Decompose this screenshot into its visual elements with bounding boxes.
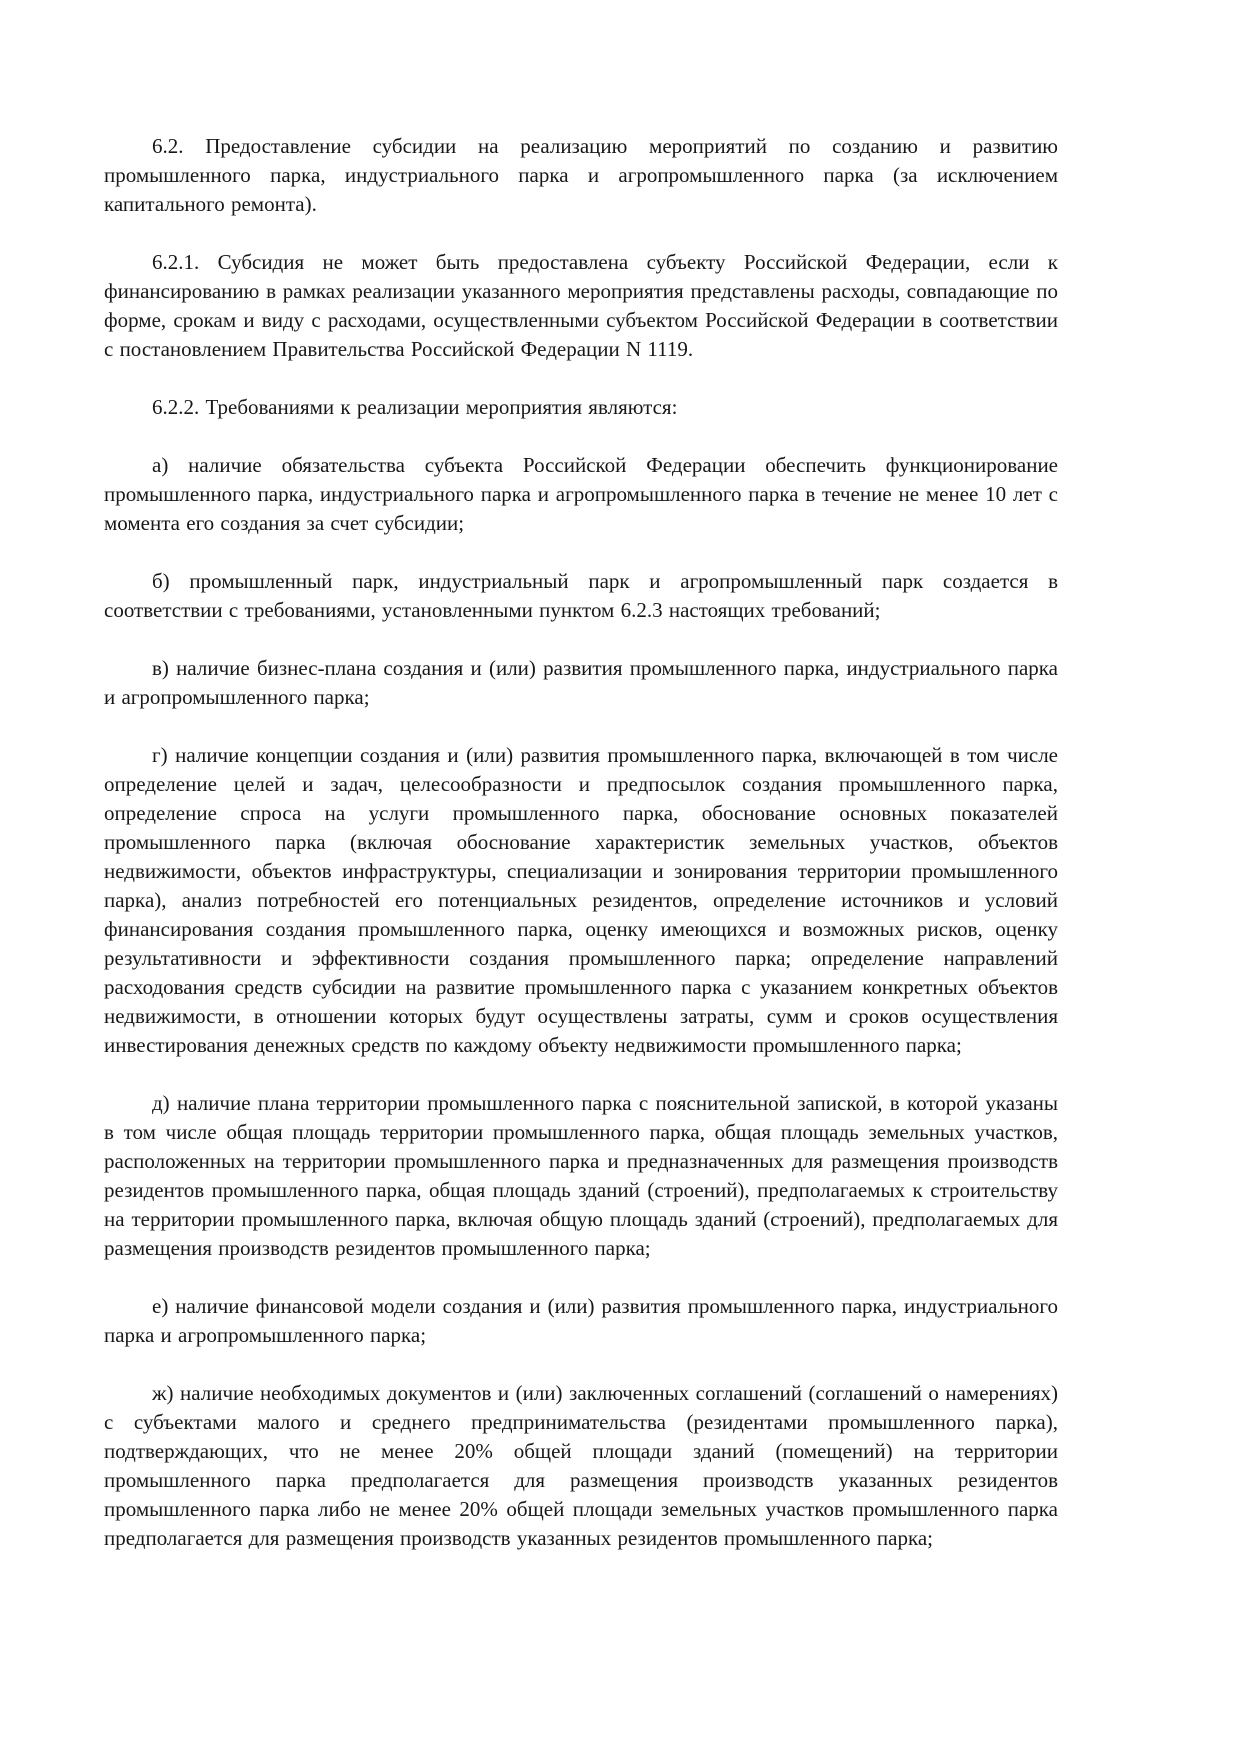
paragraph-6-2-2: 6.2.2. Требованиями к реализации мероприятия являются: <box>152 395 678 419</box>
list-item-v: в) наличие бизнес-плана создания и (или) развития промышленного парка, индустриального парка и агропромышленного парка; <box>104 656 1058 709</box>
list-item-b: б) промышленный парк, индустриальный парк и агропромышленный парк создается в соответствии с требованиями, установленными пунктом 6.2.3 настоящих требований; <box>104 569 1058 622</box>
paragraph-6-2-1: 6.2.1. Субсидия не может быть предоставлена субъекту Российской Федерации, если к финансированию в рамках реализации указанного мероприятия представлены расходы, совпадающие по форме, срокам и виду с расходами, осуществленными субъектом Российской Федерации в соответствии с постановлением Правительства Российской Федерации N 1119. <box>104 250 1058 361</box>
paragraph-6-2: 6.2. Предоставление субсидии на реализацию мероприятий по созданию и развитию промышленного парка, индустриального парка и агропромышленного парка (за исключением капитального ремонта). <box>104 134 1058 216</box>
list-item-d: д) наличие плана территории промышленного парка с пояснительной запиской, в которой указаны в том числе общая площадь территории промышленного парка, общая площадь земельных участков, расположенных на территории промышленного парка и предназначенных для размещения производств резидентов промышленного парка, общая площадь зданий (строений), предполагаемых к строительству на территории промышленного парка, включая общую площадь зданий (строений), предполагаемых для размещения производств резидентов промышленного парка; <box>104 1091 1058 1260</box>
document-body <box>104 132 1058 1553</box>
list-item-g: г) наличие концепции создания и (или) развития промышленного парка, включающей в том числе определение целей и задач, целесообразности и предпосылок создания промышленного парка, определение спроса на услуги промышленного парка, обоснование основных показателей промышленного парка (включая обоснование характеристик земельных участков, объектов недвижимости, объектов инфраструктуры, специализации и зонирования территории промышленного парка), анализ потребностей его потенциальных резидентов, определение источников и условий финансирования создания промышленного парка, оценку имеющихся и возможных рисков, оценку результативности и эффективности создания промышленного парка; определение направлений расходования средств субсидии на развитие промышленного парка с указанием конкретных объектов недвижимости, в отношении которых будут осуществлены затраты, сумм и сроков осуществления инвестирования денежных средств по каждому объекту недвижимости промышленного парка; <box>104 743 1058 1057</box>
list-item-a: а) наличие обязательства субъекта Российской Федерации обеспечить функционирование промышленного парка, индустриального парка и агропромышленного парка в течение не менее 10 лет с момента его создания за счет субсидии; <box>104 453 1058 535</box>
list-item-e: е) наличие финансовой модели создания и (или) развития промышленного парка, индустриального парка и агропромышленного парка; <box>104 1294 1058 1347</box>
list-item-zh: ж) наличие необходимых документов и (или) заключенных соглашений (соглашений о намерениях) с субъектами малого и среднего предпринимательства (резидентами промышленного парка), подтверждающих, что не менее 20% общей площади зданий (помещений) на территории промышленного парка предполагается для размещения производств указанных резидентов промышленного парка либо не менее 20% общей площади земельных участков промышленного парка предполагается для размещения производств указанных резидентов промышленного парка; <box>104 1381 1058 1550</box>
